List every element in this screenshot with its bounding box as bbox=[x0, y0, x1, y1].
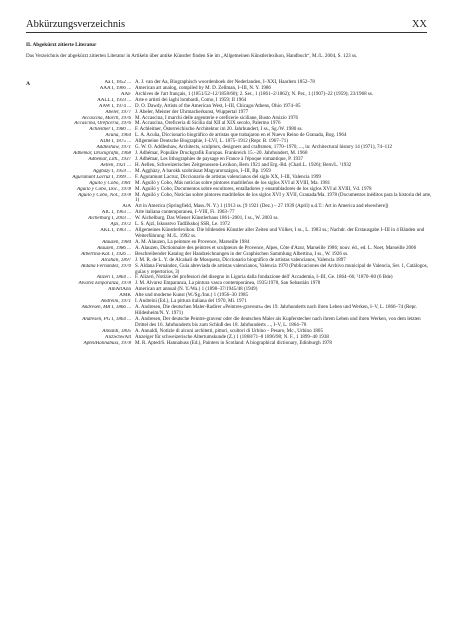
entry-abbreviation: Alvarez Emparanza, 1978 bbox=[78, 281, 131, 287]
entry-abbreviation: Alauzen, 1986 ... bbox=[97, 245, 131, 251]
entry-description: A. J. van der Aa, Biographisch woordenboek der Nederlanden, I–XXI, Haarlem 1852–78 bbox=[135, 79, 315, 85]
entry-abbreviation: AIC I, 1963 ... bbox=[101, 210, 131, 216]
entry-description: J. M. R. de L. Y. de Alcahalí de Mosquera, Diccionario biográfico de artistas valencianos, Valencia 1897 bbox=[135, 256, 346, 263]
header-rule bbox=[26, 32, 427, 33]
entry-description: A. Andresen, Der deutsche Peintre-graveur oder die deutschen Maler als Kupferstecher nach ihrem Leben und ihren Werken, von dem letzten Drittel des 16. Jahrhunderts bis zum Schluß des 18. Jahrhunderts ..., I–V, L. 1864–78 bbox=[135, 315, 421, 328]
entry-abbreviation: Ajzi, 1972 bbox=[110, 222, 131, 228]
entry-description: J. Adhémar, Populäre Druckgrafik Europas. Frankreich 15.–20. Jahrhundert, M. 1968 bbox=[135, 150, 308, 157]
entry-description: American art annual (N. Y./Wa.) 1 (1898–37/1945/48 (1949) bbox=[135, 286, 258, 293]
entry-abbreviation: AAW I, 1974 ... bbox=[98, 103, 131, 109]
entry-abbreviation: Aa I, 1852 ... bbox=[104, 80, 131, 85]
entry-abbreviation: Agghàzy I, 1959 ... bbox=[93, 168, 131, 174]
entry-description: L. A. Acuña, Diccionario biográfico de artistas que trabajaron en el Nuevo Reino de Granada, Bog. 1964 bbox=[135, 132, 347, 139]
entry-abbreviation: AMK bbox=[119, 293, 131, 299]
entry-abbreviation: Acuña, 1964 bbox=[105, 133, 131, 139]
entry-description: F. Achleitner, Österreichische Architektur im 20. Jahrhundert, I ss., Sg./W. 1980 ss. bbox=[135, 126, 303, 133]
entry-description: A. Alauzen, Dictionnaire des peintres et sculpteurs de Provence, Alpes, Côte d'Azur, Marseille 1986; nouv. éd., ed. L. Noet, Marseille 2006 bbox=[135, 244, 417, 251]
entry-abbreviation: Abeler, 1977 bbox=[105, 109, 131, 115]
entry-description: H. Aellen, Schweizerisches Zeitgenossen-Lexikon, Bern 1921 and Erg.-Bd. (Charl.L. 1926); Bern/L. ²1932 bbox=[135, 161, 352, 168]
entry-abbreviation: Alcahali, 1897 bbox=[101, 257, 131, 263]
entry-abbreviation: AALL I, 1959 ... bbox=[97, 97, 131, 103]
entry-abbreviation: AmArtAnn bbox=[108, 287, 131, 293]
entry-description: W. Aichelburg, Das Wiener Künstlerhaus 1861–2001, I ss., W. 2003 ss. bbox=[135, 215, 279, 222]
entry-abbreviation: Accascina, March, 1976 bbox=[81, 115, 131, 121]
entry-description: Archives de l'art français, 1 (1851/52–12/1858/60); 2. Ser., 1 (1861–2/1862); N. Per., 1 (1907)–22 (1959); 23/1968 ss. bbox=[135, 90, 374, 97]
entry-abbreviation: Alizeri I, 1864 ... bbox=[96, 275, 131, 281]
page-number: XX bbox=[411, 19, 427, 30]
entry-abbreviation: Adhémar, Druckgrafik, 1968 bbox=[73, 151, 131, 157]
entry-abbreviation: Andresen, PG I, 1864 ... bbox=[82, 316, 131, 322]
entry-abbreviation: Aguiló y Cobo, 1981 bbox=[89, 180, 131, 186]
entry-abbreviation: Achleitner I, 1980 ... bbox=[89, 127, 131, 133]
entry-description: Beschreibender Katalog der Handzeichnungen in der Graphischen Sammlung Albertina, I ss., W. 1926 ss. bbox=[135, 250, 349, 257]
entry-description: F. Aguramunt Lacruz, Diccionario de artistas valencianos del siglo XX, I–III, Valencia 1999 bbox=[135, 173, 321, 180]
entry-abbreviation: AAA I, 1966 ... bbox=[99, 85, 131, 91]
entry-description: Allgemeines Künstlerlexikon. Die bildenden Künstler aller Zeiten und Völker, I ss., L. 1983 ss.; Nachdr. der Erstausgabe I–III in 4 Bänden und Weiterführung: M./L. 1992 ss. bbox=[135, 227, 425, 239]
entry-description: A. M. Alauzen, La peinture en Provence, Marseille 1984 bbox=[135, 238, 250, 245]
entry-abbreviation: AnzSchwAlt bbox=[104, 334, 131, 340]
entry-description: Allgemeine Deutsche Biographie, I–LVI, L. 1875–1912 (Repr. B. 1967–71) bbox=[135, 138, 289, 145]
entry-abbreviation: Aguiló y Cobo, Doc., 1978 bbox=[77, 186, 131, 192]
bibliography-list bbox=[32, 80, 432, 346]
entry-abbreviation: AAF bbox=[120, 91, 131, 97]
entry-abbreviation: Andreini, 1971 bbox=[100, 299, 131, 305]
entry-description: M. Aguiló y Cobo, Noticias sobre pintores madrileños de los siglos XVI y XVII, Granada/Ma. 1978 (Documentos inéditos para la historia del arte, 1) bbox=[135, 191, 432, 204]
section-title: II. Abgekürzt zitierte Literatur bbox=[26, 42, 97, 48]
entry-description: Arte italiana contemporanea, I–VIII, Fi. 1963–77 bbox=[135, 209, 235, 216]
entry-description: A. Andresen, Die deutschen Maler-Radirer «Peintres-graveurs» des 19. Jahrhunderts nach ihren Leben und Werken, I–V, L. 1866–74 (Repr. Hildesheim/N. Y. 1971) bbox=[135, 304, 417, 316]
entry-abbreviation: Aguramunt Lacruz I, 1999 ... bbox=[72, 174, 131, 180]
entry-description: Art in America (Springfield, Mass./N. Y.) 1 (1913 ss. [9 1921 (Dez.) – 27 1939 (April) u.d.T.: Art in America and elsewhere]) bbox=[135, 203, 389, 210]
entry-abbreviation: Andresen, MR I, 1866 ... bbox=[81, 305, 131, 311]
entry-abbreviation: AiA bbox=[122, 204, 131, 210]
intro-paragraph: Das Verzeichnis der abgekürzt zitierten Literatur in Artikeln über antike Künstler finden Sie im „Allgemeinen Künstlerlexikon, Handbuch“, M./L. 2004, S. 123 ss. bbox=[26, 53, 358, 59]
entry-description: Arte e artisti dei laghi lombardi, Como, I 1959; II 1964 bbox=[135, 96, 247, 103]
page-header bbox=[26, 14, 427, 30]
entry-abbreviation: Aldana Fernández, 1970 bbox=[80, 263, 131, 269]
entry-description: J. Adhémar, Les lithographies de paysage en France à l'époque romantique, P. 1937 bbox=[135, 155, 304, 162]
entry-description: F. Alizeri, Notizie dei professori del disegno in Liguria dalla fondazione dell' Accademia, I–III, Ge. 1864–66; ²1870–80 (6 Bde) bbox=[135, 274, 393, 281]
entry-abbreviation: Alauzen, 1984 bbox=[102, 239, 131, 245]
entry-abbreviation: ADB I, 1875 ... bbox=[99, 139, 131, 145]
entry-description: Anzeiger für schweizerische Altertumskunde (Z.) 1 (1868/71–8 1896/98; N. F., 1 1899–40 1938 bbox=[135, 333, 329, 340]
entry-description: J. M. Alvarez Emparanza, La pintura vasca contemporánea, 1935/1978, San Sebastián 1978 bbox=[135, 280, 321, 287]
bibliography-entry bbox=[32, 317, 432, 329]
entry-description: D. O. Dawdy, Artists of the American West, I–III, Chicago/Athens, Ohio 1974–85 bbox=[135, 102, 301, 109]
entry-abbreviation: Annaldi, 1805 bbox=[102, 328, 131, 334]
entry-abbreviation: Aguiló y Cobo, Not., 1978 bbox=[78, 192, 131, 198]
entry-abbreviation: Addleshaw, 1971 bbox=[96, 145, 131, 151]
header-title: Abkürzungsverzeichnis bbox=[26, 19, 126, 30]
alphabet-letter: A bbox=[26, 81, 31, 87]
entry-description: M. Accascina, Oreficeria di Sicilia dal XII al XIX secolo, Palermo 1976 bbox=[135, 120, 281, 127]
entry-description: M. Accascina, I marchi delle argenterie e oreficerie siciliane, Busto Arsizio 1976 bbox=[135, 114, 299, 121]
entry-abbreviation: Accascina, Oreficeria, 1976 bbox=[74, 121, 131, 127]
entry-abbreviation: Adhémar, Lith., 1937 bbox=[88, 156, 131, 162]
entry-abbreviation: Aichelburg I, 2003 ... bbox=[88, 216, 131, 222]
entry-abbreviation: AKL I, 1983 ... bbox=[100, 228, 131, 234]
entry-description: Alte und moderne Kunst (W./Sg./Inn.) 1 (1956–30 1985 bbox=[135, 292, 249, 299]
entry-description: S. Aldana Fernández, Guía abreviada de artistas valencianos, Valencia 1970 (Publicaciones del Archivo municipal de Valencia, Ser. 1, Catálogos, guías y repertorios, 3) bbox=[135, 262, 428, 275]
entry-description: M. R. Apted/S. Hannabuss (Ed.), Painters in Scotland: A biographical dictionary, Edinburgh 1978 bbox=[135, 339, 332, 346]
entry-description: J. Abeler, Meister der Uhrmacherkunst, Wuppertal 1977 bbox=[135, 108, 249, 115]
entry-description: M. Aguiló y Cobo, Documentos sobre escultores, entalladores y ensambladores de los siglos XVI al XVIII, Vd. 1978 bbox=[135, 185, 372, 192]
bibliography-entry bbox=[32, 341, 432, 347]
entry-description: G. W. O. Addleshaw, Architects, sculptors, designers and craftsmen, 1770–1970, ..., in: Architectural history 14 (1971), 74–112 bbox=[135, 144, 392, 151]
entry-description: M. Aguiló y Cobo, Más noticias sobre pintores madrileños de los siglos XVI al XVIII, Ma. 1981 bbox=[135, 179, 331, 186]
entry-abbreviation: Aellen, 1921 ... bbox=[100, 162, 131, 168]
entry-description: I. Andreini (Ed.), La pittura italiana del 1970, Mi. 1971 bbox=[135, 298, 247, 305]
entry-description: L. S. Ajzi, Iskusstvo Tadžikskoj SSR, Le. 1972 bbox=[135, 221, 230, 228]
entry-description: A. Annaldi, Notizie di alcuni architetti, pittori, scultori di Urbino – Pesaro, Mc., Urbino 1805 bbox=[135, 327, 323, 334]
entry-description: M. Agghàzy, A barokk szobrászat Magyarországon, I–III, Bp. 1959 bbox=[135, 167, 271, 174]
entry-description: American art analog, compiled by M. D. Zellman, I–III, N. Y. 1986 bbox=[135, 84, 271, 91]
entry-abbreviation: Albertina-Kat. I, 1926 ... bbox=[81, 251, 131, 257]
entry-abbreviation: ApteilHannabuss, 1978 bbox=[83, 340, 131, 346]
